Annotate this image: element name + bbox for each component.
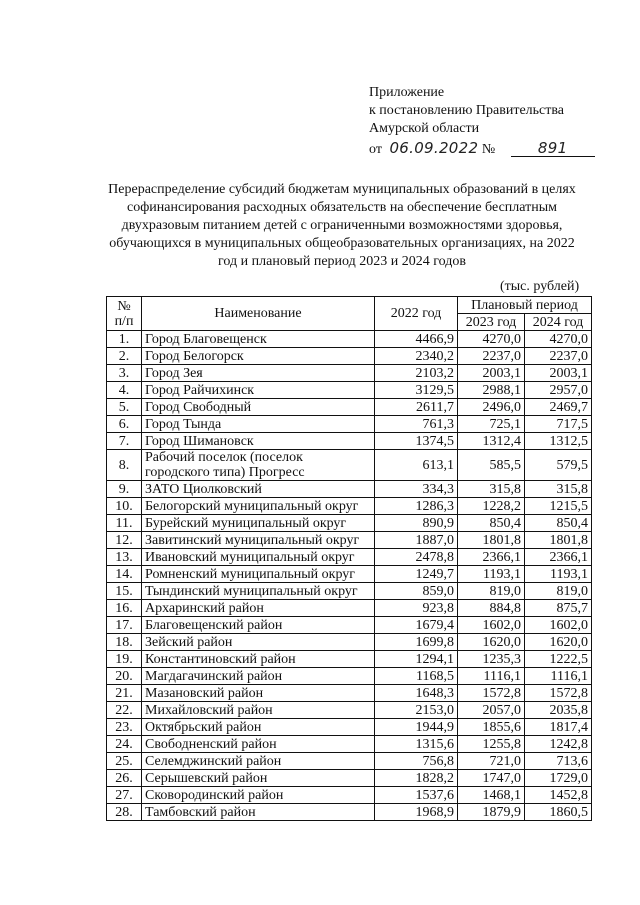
row-value-2022: 761,3 xyxy=(375,416,458,433)
row-number: 3. xyxy=(107,365,142,382)
row-value-2022: 1537,6 xyxy=(375,787,458,804)
row-name: Город Тында xyxy=(142,416,375,433)
row-value-2023: 850,4 xyxy=(458,515,525,532)
row-name: Серышевский район xyxy=(142,770,375,787)
row-value-2024: 1801,8 xyxy=(525,532,592,549)
row-value-2022: 2478,8 xyxy=(375,549,458,566)
annex-block xyxy=(369,84,595,159)
row-value-2022: 1968,9 xyxy=(375,804,458,821)
row-value-2023: 2496,0 xyxy=(458,399,525,416)
annex-line-1: Приложение xyxy=(369,85,445,100)
table-row xyxy=(107,634,592,651)
row-name: Селемджинский район xyxy=(142,753,375,770)
row-value-2022: 1168,5 xyxy=(375,668,458,685)
from-label: от xyxy=(369,142,382,157)
row-number: 6. xyxy=(107,416,142,433)
row-value-2023: 721,0 xyxy=(458,753,525,770)
header-2023: 2023 год xyxy=(458,314,525,331)
row-value-2024: 315,8 xyxy=(525,481,592,498)
row-value-2022: 1249,7 xyxy=(375,566,458,583)
table-row xyxy=(107,685,592,702)
row-name: Свободненский район xyxy=(142,736,375,753)
row-number: 28. xyxy=(107,804,142,821)
row-name: Город Свободный xyxy=(142,399,375,416)
row-value-2024: 1193,1 xyxy=(525,566,592,583)
row-name: Михайловский район xyxy=(142,702,375,719)
row-name: Ивановский муниципальный округ xyxy=(142,549,375,566)
row-number: 1. xyxy=(107,331,142,348)
row-number: 14. xyxy=(107,566,142,583)
row-number: 26. xyxy=(107,770,142,787)
row-name: Тындинский муниципальный округ xyxy=(142,583,375,600)
row-value-2024: 2035,8 xyxy=(525,702,592,719)
table-row xyxy=(107,549,592,566)
row-name: Константиновский район xyxy=(142,651,375,668)
handwritten-number: 891 xyxy=(511,140,595,157)
row-value-2023: 884,8 xyxy=(458,600,525,617)
row-number: 13. xyxy=(107,549,142,566)
row-number: 22. xyxy=(107,702,142,719)
table-row xyxy=(107,702,592,719)
header-name: Наименование xyxy=(142,297,375,331)
row-value-2024: 1620,0 xyxy=(525,634,592,651)
row-value-2024: 713,6 xyxy=(525,753,592,770)
table-row xyxy=(107,753,592,770)
row-value-2023: 1801,8 xyxy=(458,532,525,549)
row-value-2022: 1648,3 xyxy=(375,685,458,702)
row-value-2024: 819,0 xyxy=(525,583,592,600)
row-value-2022: 3129,5 xyxy=(375,382,458,399)
row-value-2023: 2988,1 xyxy=(458,382,525,399)
row-value-2024: 850,4 xyxy=(525,515,592,532)
row-name: ЗАТО Циолковский xyxy=(142,481,375,498)
row-value-2023: 1235,3 xyxy=(458,651,525,668)
row-value-2022: 1374,5 xyxy=(375,433,458,450)
row-value-2024: 579,5 xyxy=(525,450,592,481)
row-number: 27. xyxy=(107,787,142,804)
row-name: Город Зея xyxy=(142,365,375,382)
row-name: Город Благовещенск xyxy=(142,331,375,348)
row-number: 19. xyxy=(107,651,142,668)
row-value-2022: 613,1 xyxy=(375,450,458,481)
annex-line-2: к постановлению Правительства xyxy=(369,103,565,118)
row-value-2022: 1286,3 xyxy=(375,498,458,515)
row-value-2024: 1312,5 xyxy=(525,433,592,450)
row-value-2023: 1255,8 xyxy=(458,736,525,753)
table-row xyxy=(107,719,592,736)
row-number: 21. xyxy=(107,685,142,702)
table-row xyxy=(107,566,592,583)
row-value-2023: 1620,0 xyxy=(458,634,525,651)
row-number: 10. xyxy=(107,498,142,515)
row-value-2024: 1222,5 xyxy=(525,651,592,668)
row-value-2024: 1116,1 xyxy=(525,668,592,685)
table-row xyxy=(107,651,592,668)
row-number: 20. xyxy=(107,668,142,685)
row-name: Сковородинский район xyxy=(142,787,375,804)
row-value-2023: 4270,0 xyxy=(458,331,525,348)
row-number: 12. xyxy=(107,532,142,549)
header-no: № п/п xyxy=(107,297,142,331)
row-value-2022: 2103,2 xyxy=(375,365,458,382)
row-value-2024: 2003,1 xyxy=(525,365,592,382)
row-value-2023: 2366,1 xyxy=(458,549,525,566)
row-number: 23. xyxy=(107,719,142,736)
row-name: Тамбовский район xyxy=(142,804,375,821)
row-name: Город Белогорск xyxy=(142,348,375,365)
table-row xyxy=(107,532,592,549)
row-value-2022: 923,8 xyxy=(375,600,458,617)
table-row xyxy=(107,399,592,416)
row-value-2023: 2237,0 xyxy=(458,348,525,365)
row-number: 15. xyxy=(107,583,142,600)
units-note: (тыс. рублей) xyxy=(500,279,580,294)
row-value-2022: 890,9 xyxy=(375,515,458,532)
row-value-2023: 1228,2 xyxy=(458,498,525,515)
row-number: 11. xyxy=(107,515,142,532)
row-value-2024: 1572,8 xyxy=(525,685,592,702)
row-value-2022: 334,3 xyxy=(375,481,458,498)
row-value-2024: 1215,5 xyxy=(525,498,592,515)
row-value-2022: 859,0 xyxy=(375,583,458,600)
row-value-2023: 725,1 xyxy=(458,416,525,433)
annex-date-line xyxy=(369,139,595,159)
row-value-2023: 585,5 xyxy=(458,450,525,481)
row-value-2022: 2611,7 xyxy=(375,399,458,416)
table-row xyxy=(107,481,592,498)
row-value-2023: 1116,1 xyxy=(458,668,525,685)
table-row xyxy=(107,498,592,515)
row-name: Благовещенский район xyxy=(142,617,375,634)
row-name: Рабочий поселок (поселок городского типа) Прогресс xyxy=(142,450,375,481)
row-value-2023: 1879,9 xyxy=(458,804,525,821)
handwritten-date: 06.09.2022 xyxy=(389,139,479,157)
row-value-2023: 1572,8 xyxy=(458,685,525,702)
table-row xyxy=(107,365,592,382)
table-row xyxy=(107,382,592,399)
row-value-2024: 2366,1 xyxy=(525,549,592,566)
row-value-2022: 1679,4 xyxy=(375,617,458,634)
table-row xyxy=(107,515,592,532)
table-body xyxy=(107,331,592,821)
row-value-2024: 1860,5 xyxy=(525,804,592,821)
row-value-2023: 2003,1 xyxy=(458,365,525,382)
table-header-row-1 xyxy=(107,297,592,314)
row-name: Мазановский район xyxy=(142,685,375,702)
row-name: Белогорский муниципальный округ xyxy=(142,498,375,515)
row-name: Бурейский муниципальный округ xyxy=(142,515,375,532)
table-row xyxy=(107,583,592,600)
table-row xyxy=(107,450,592,481)
row-number: 5. xyxy=(107,399,142,416)
annex-line-3: Амурской области xyxy=(369,121,480,136)
row-name: Зейский район xyxy=(142,634,375,651)
row-value-2022: 2153,0 xyxy=(375,702,458,719)
row-value-2023: 1193,1 xyxy=(458,566,525,583)
row-name: Город Шимановск xyxy=(142,433,375,450)
table-row xyxy=(107,736,592,753)
row-value-2024: 717,5 xyxy=(525,416,592,433)
row-name: Завитинский муниципальный округ xyxy=(142,532,375,549)
row-number: 24. xyxy=(107,736,142,753)
header-2024: 2024 год xyxy=(525,314,592,331)
table-row xyxy=(107,331,592,348)
row-number: 4. xyxy=(107,382,142,399)
row-value-2024: 1817,4 xyxy=(525,719,592,736)
row-name: Архаринский район xyxy=(142,600,375,617)
row-number: 2. xyxy=(107,348,142,365)
row-value-2023: 1747,0 xyxy=(458,770,525,787)
row-number: 25. xyxy=(107,753,142,770)
table-row xyxy=(107,804,592,821)
row-number: 7. xyxy=(107,433,142,450)
table-row xyxy=(107,770,592,787)
row-value-2022: 1315,6 xyxy=(375,736,458,753)
row-number: 9. xyxy=(107,481,142,498)
row-value-2023: 819,0 xyxy=(458,583,525,600)
row-value-2024: 1602,0 xyxy=(525,617,592,634)
row-value-2024: 1729,0 xyxy=(525,770,592,787)
row-value-2022: 1699,8 xyxy=(375,634,458,651)
row-name: Ромненский муниципальный округ xyxy=(142,566,375,583)
table-row xyxy=(107,617,592,634)
row-value-2024: 2469,7 xyxy=(525,399,592,416)
row-value-2022: 1887,0 xyxy=(375,532,458,549)
row-value-2024: 1242,8 xyxy=(525,736,592,753)
table-row xyxy=(107,668,592,685)
row-number: 17. xyxy=(107,617,142,634)
table-row xyxy=(107,600,592,617)
row-name: Октябрьский район xyxy=(142,719,375,736)
row-number: 18. xyxy=(107,634,142,651)
row-value-2023: 315,8 xyxy=(458,481,525,498)
table-row xyxy=(107,416,592,433)
row-value-2022: 2340,2 xyxy=(375,348,458,365)
row-value-2024: 1452,8 xyxy=(525,787,592,804)
row-value-2022: 1828,2 xyxy=(375,770,458,787)
header-planned-period: Плановый период xyxy=(458,297,592,314)
row-value-2024: 2957,0 xyxy=(525,382,592,399)
row-name: Магдагачинский район xyxy=(142,668,375,685)
row-value-2023: 1468,1 xyxy=(458,787,525,804)
row-value-2024: 875,7 xyxy=(525,600,592,617)
row-name: Город Райчихинск xyxy=(142,382,375,399)
row-value-2022: 1294,1 xyxy=(375,651,458,668)
row-value-2024: 4270,0 xyxy=(525,331,592,348)
subsidy-table xyxy=(106,296,592,821)
document-title: Перераспределение субсидий бюджетам муниципальных образований в целях софинансирования расходных обязательств на обеспечение бесплатным двухразовым питанием детей с ограниченными возможностями здоровья, обучающихся в муниципальных общеобразовательных организациях, на 2022 год и плановый период 2023 и 2024 годов xyxy=(108,182,576,269)
row-value-2022: 1944,9 xyxy=(375,719,458,736)
row-value-2023: 2057,0 xyxy=(458,702,525,719)
row-number: 16. xyxy=(107,600,142,617)
header-2022: 2022 год xyxy=(375,297,458,331)
table-row xyxy=(107,787,592,804)
row-value-2022: 4466,9 xyxy=(375,331,458,348)
table-row xyxy=(107,348,592,365)
row-value-2023: 1312,4 xyxy=(458,433,525,450)
row-number: 8. xyxy=(107,450,142,481)
row-value-2024: 2237,0 xyxy=(525,348,592,365)
row-value-2022: 756,8 xyxy=(375,753,458,770)
row-value-2023: 1855,6 xyxy=(458,719,525,736)
row-value-2023: 1602,0 xyxy=(458,617,525,634)
number-label: № xyxy=(481,142,496,157)
table-row xyxy=(107,433,592,450)
